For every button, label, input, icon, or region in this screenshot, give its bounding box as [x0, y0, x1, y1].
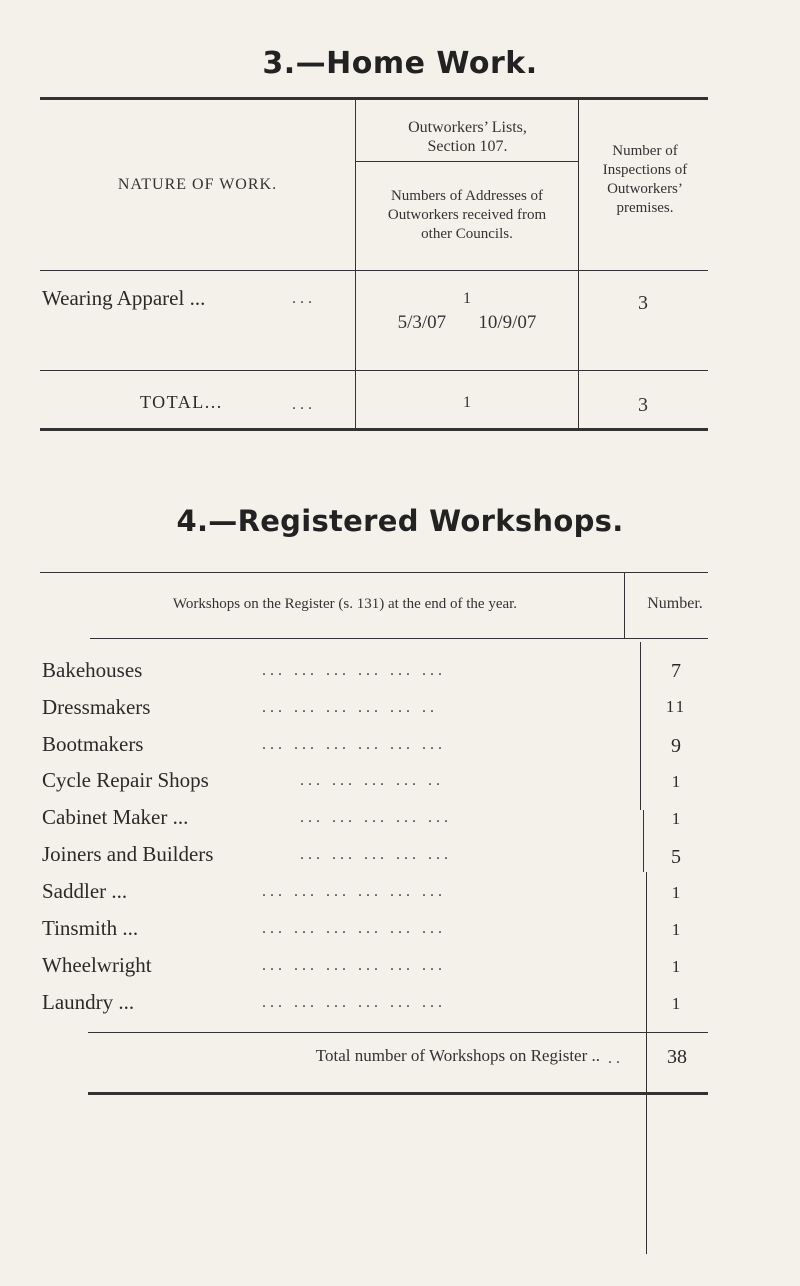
- row-leader-dots: ... ... ... ... ..: [300, 772, 444, 789]
- row-leader-dots: ... ... ... ... ... ..: [262, 699, 438, 716]
- row-leader-dots: ...: [292, 290, 316, 307]
- workshop-label: Bootmakers: [42, 732, 144, 756]
- workshops-header-number: Number.: [647, 595, 703, 612]
- workshops-total-label: Total number of Workshops on Register ..: [315, 1046, 600, 1065]
- row-leader-dots: ...: [292, 396, 316, 413]
- row-leader-dots: ... ... ... ... ...: [300, 809, 452, 826]
- row-leader-dots: ... ... ... ... ...: [300, 846, 452, 863]
- table-top-rule: [40, 97, 708, 100]
- workshops-bottom-rule: [88, 1092, 708, 1095]
- header-bottom-rule: [40, 270, 708, 271]
- header-nature-of-work: NATURE OF WORK.: [117, 176, 278, 193]
- workshop-number: 1: [671, 920, 681, 939]
- home-work-total-label: TOTAL...: [140, 392, 223, 412]
- row-leader-dots: ... ... ... ... ... ...: [262, 883, 446, 900]
- workshop-label: Cabinet Maker ...: [42, 805, 189, 829]
- workshop-number: 1: [671, 957, 681, 976]
- column-divider: [578, 100, 579, 428]
- workshop-number: 7: [671, 660, 681, 682]
- workshop-label: Tinsmith ...: [42, 916, 139, 940]
- column-divider: [624, 572, 625, 638]
- home-work-row-label: Wearing Apparel ...: [42, 286, 206, 310]
- workshop-number: 11: [665, 697, 687, 716]
- column-divider: [355, 100, 356, 428]
- workshop-number: 1: [671, 994, 681, 1013]
- home-work-total-addresses: 1: [463, 394, 471, 411]
- row-leader-dots: ... ... ... ... ... ...: [262, 994, 446, 1011]
- workshop-number: 1: [671, 883, 681, 902]
- row-leader-dots: ... ... ... ... ... ...: [262, 736, 446, 753]
- workshop-label: Cycle Repair Shops: [42, 768, 209, 792]
- workshop-number: 9: [671, 735, 681, 757]
- workshop-label: Saddler ...: [42, 879, 128, 903]
- header-numbers-of-addresses: Numbers of Addresses of Outworkers received from other Councils.: [387, 188, 547, 242]
- row-leader-dots: ... ... ... ... ... ...: [262, 662, 446, 679]
- workshop-label: Laundry ...: [42, 990, 135, 1014]
- header-outworkers-lists: Outworkers’ Lists, Section 107.: [408, 119, 527, 155]
- home-work-row-addresses: 1: [463, 290, 471, 307]
- row-leader-dots: ..: [608, 1050, 624, 1067]
- workshop-number: 5: [671, 846, 681, 868]
- workshop-number: 1: [671, 809, 681, 828]
- home-work-row-dates: 5/3/07 10/9/07: [397, 312, 537, 333]
- workshop-label: Dressmakers: [42, 695, 151, 719]
- home-work-row-inspections: 3: [638, 292, 648, 314]
- home-work-total-inspections: 3: [638, 394, 648, 416]
- workshops-header-rule: [90, 638, 708, 639]
- workshops-total-number: 38: [667, 1046, 687, 1068]
- workshops-header-left: Workshops on the Register (s. 131) at the end of the year.: [172, 596, 518, 612]
- row-leader-dots: ... ... ... ... ... ...: [262, 920, 446, 937]
- workshop-label: Bakehouses: [42, 658, 143, 682]
- row-leader-dots: ... ... ... ... ... ...: [262, 957, 446, 974]
- workshop-label: Joiners and Builders: [42, 842, 214, 866]
- home-work-title: 3.—Home Work.: [262, 46, 538, 81]
- row-rule: [40, 370, 708, 371]
- header-number-of-inspections: Number of Inspections of Outworkers’ premises.: [602, 143, 688, 216]
- workshops-top-rule: [40, 572, 708, 573]
- workshops-total-rule: [88, 1032, 708, 1033]
- workshop-label: Wheelwright: [42, 953, 152, 977]
- header-subrule: [356, 161, 578, 162]
- table-bottom-rule: [40, 428, 708, 431]
- registered-workshops-title: 4.—Registered Workshops.: [176, 504, 624, 538]
- workshop-number: 1: [671, 772, 681, 791]
